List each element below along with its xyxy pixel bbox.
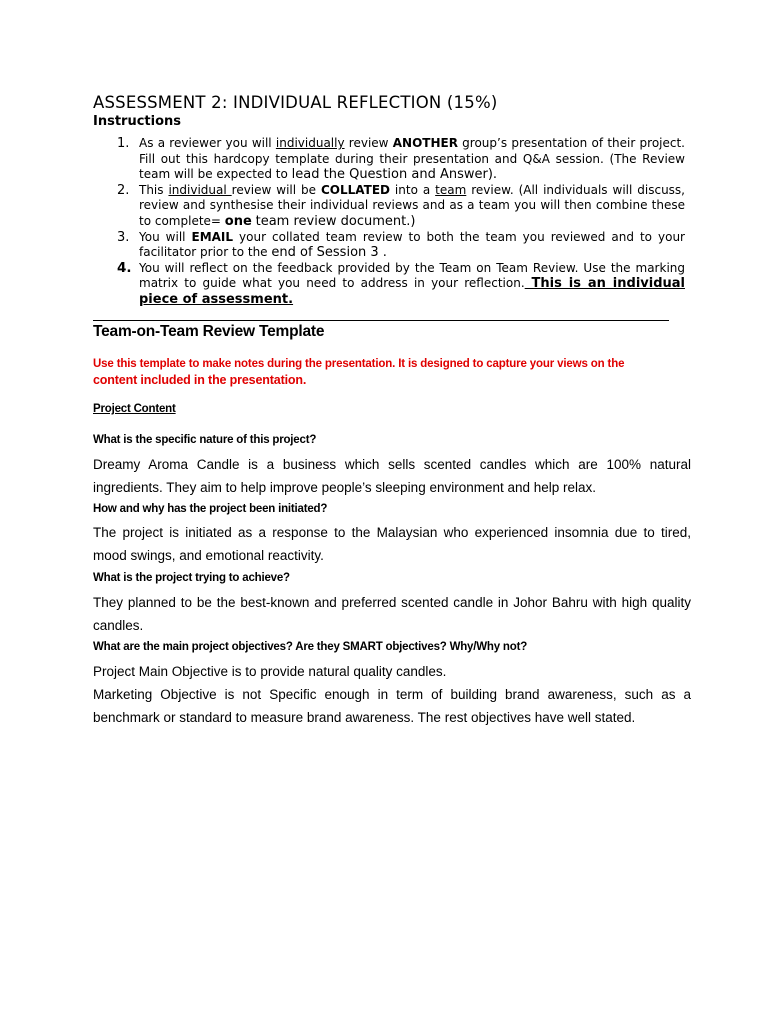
- instructions-list: [93, 136, 685, 308]
- instruction-emphasis: This is an individual piece of assessment.: [139, 276, 685, 307]
- instruction-emphasis: COLLATED: [320, 182, 390, 197]
- answer-line: Project Main Objective is to provide natural quality candles.: [93, 664, 447, 679]
- list-number: 3.: [117, 229, 130, 245]
- question-heading: What is the specific nature of this project?: [93, 434, 317, 446]
- instruction-text: review will be: [231, 182, 321, 197]
- instruction-emphasis: one: [224, 213, 252, 229]
- answer-text: [93, 660, 691, 729]
- list-number: 2.: [117, 182, 130, 198]
- template-note: [93, 357, 663, 388]
- instruction-text: end of Session 3 .: [271, 245, 387, 261]
- instruction-emphasis: individually: [275, 136, 345, 150]
- instruction-emphasis: ANOTHER: [392, 136, 458, 150]
- instruction-text: This: [139, 182, 169, 197]
- instruction-item-1: [93, 136, 685, 183]
- answer-text: Dreamy Aroma Candle is a business which sells scented candles which are 100% natural ingredients. They aim to help improve people’s sleeping environment and help relax.: [93, 457, 691, 495]
- instruction-text: review: [344, 136, 393, 150]
- template-title: Team-on-Team Review Template: [93, 323, 325, 340]
- list-number: 4.: [117, 259, 132, 276]
- instruction-item-4: [93, 261, 685, 308]
- answer-line: Marketing Objective is not Specific enough in term of building brand awareness, such as a benchmark or standard to measure brand awareness. The rest objectives have well stated.: [93, 687, 691, 725]
- instruction-emphasis: individual: [168, 182, 232, 197]
- instruction-item-2: [93, 183, 685, 230]
- instruction-text: your collated team review to both the team you reviewed and to your facilitator prior to the: [139, 229, 685, 260]
- instruction-text: group’s presentation of their project. Fill out this hardcopy template during their presentation and Q&A session. (The Review team will be expected to: [139, 136, 685, 182]
- instruction-emphasis: EMAIL: [191, 229, 234, 244]
- instruction-item-3: [93, 230, 685, 261]
- instruction-text: lead the Question and Answer: [291, 167, 488, 183]
- instruction-text: into a: [389, 182, 436, 197]
- template-note-line: Use this template to make notes during the presentation. It is designed to capture your views on the: [93, 358, 625, 370]
- instruction-text: As a reviewer you will: [139, 136, 276, 150]
- list-number: 1.: [117, 136, 130, 151]
- section-heading-text: Project Content: [93, 403, 176, 415]
- question-heading: What are the main project objectives? Are they SMART objectives? Why/Why not?: [93, 641, 528, 653]
- instruction-emphasis: team: [435, 182, 467, 197]
- question-heading: How and why has the project been initiated?: [93, 503, 328, 515]
- template-note-line: content included in the presentation.: [93, 372, 307, 387]
- instruction-text: review. (All individuals will discuss, review and synthesise their individual reviews and as a team you will then combine these to complete=: [139, 182, 685, 228]
- answer-text: They planned to be the best-known and preferred scented candle in Johor Bahru with high quality candles.: [93, 595, 691, 633]
- assessment-title: ASSESSMENT 2: INDIVIDUAL REFLECTION (15%): [93, 93, 498, 112]
- instruction-text: ).: [487, 167, 498, 183]
- instructions-heading: Instructions: [93, 114, 182, 129]
- horizontal-divider: [93, 320, 669, 321]
- instruction-text: You will: [139, 229, 192, 244]
- answer-text: The project is initiated as a response to the Malaysian who experienced insomnia due to tired, mood swings, and emotional reactivity.: [93, 525, 691, 563]
- question-heading: What is the project trying to achieve?: [93, 572, 290, 584]
- instruction-text: You will reflect on the feedback provided by the Team on Team Review. Use the marking matrix to guide what you need to address in your reflection.: [139, 260, 685, 291]
- section-heading: [93, 403, 176, 415]
- instruction-text: team review document.): [255, 213, 416, 229]
